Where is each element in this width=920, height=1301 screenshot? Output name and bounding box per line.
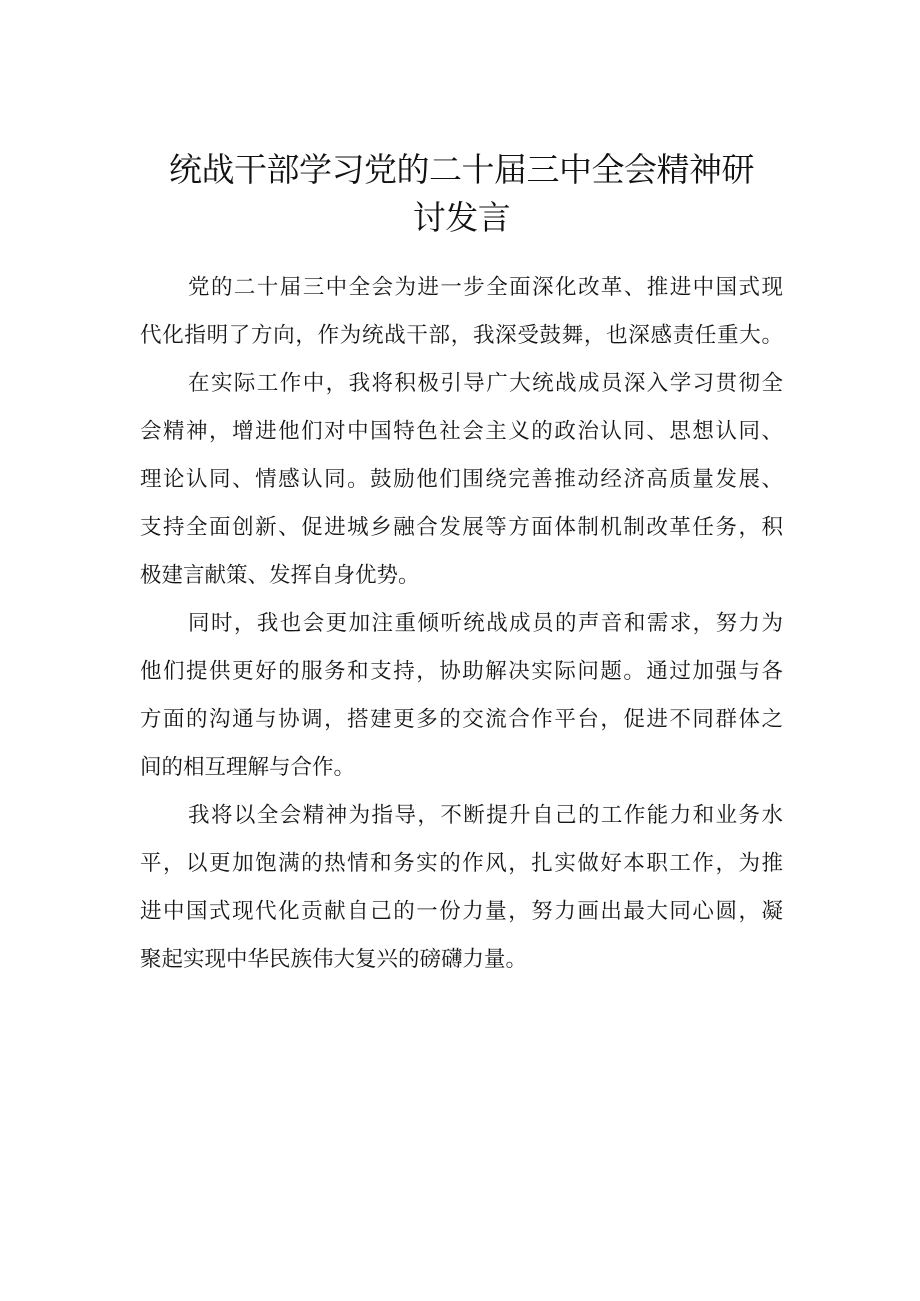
paragraph-line: 同时，我也会更加注重倾听统战成员的声音和需求，努力为: [188, 611, 783, 636]
title-line: 讨发言: [412, 198, 511, 237]
paragraph-1: [140, 264, 783, 360]
paragraph-line: 在实际工作中，我将积极引导广大统战成员深入学习贯彻全: [188, 371, 783, 396]
paragraph-line: 方面的沟通与协调，搭建更多的交流合作平台，促进不同群体之: [140, 707, 783, 732]
paragraph-2: [140, 360, 783, 600]
paragraph-line: 理论认同、情感认同。鼓励他们围绕完善推动经济高质量发展、: [140, 467, 783, 492]
paragraph-line: 聚起实现中华民族伟大复兴的磅礴力量。: [140, 947, 528, 972]
paragraph-line: 党的二十届三中全会为进一步全面深化改革、推进中国式现: [188, 275, 783, 300]
paragraph-line: 他们提供更好的服务和支持，协助解决实际问题。通过加强与各: [140, 659, 783, 684]
title-line: 统战干部学习党的二十届三中全会精神研: [169, 150, 754, 189]
paragraph-line: 支持全面创新、促进城乡融合发展等方面体制机制改革任务，积: [140, 515, 783, 540]
paragraph-line: 间的相互理解与合作。: [140, 755, 356, 780]
document-body: [140, 264, 783, 984]
paragraph-line: 代化指明了方向，作为统战干部，我深受鼓舞，也深感责任重大。: [140, 323, 783, 348]
paragraph-line: 进中国式现代化贡献自己的一份力量，努力画出最大同心圆，凝: [140, 899, 783, 924]
document-title: [140, 146, 783, 242]
paragraph-line: 会精神，增进他们对中国特色社会主义的政治认同、思想认同、: [140, 419, 783, 444]
paragraph-3: [140, 600, 783, 792]
paragraph-line: 我将以全会精神为指导，不断提升自己的工作能力和业务水: [188, 803, 783, 828]
paragraph-line: 极建言献策、发挥自身优势。: [140, 563, 420, 588]
paragraph-4: [140, 792, 783, 984]
paragraph-line: 平，以更加饱满的热情和务实的作风，扎实做好本职工作，为推: [140, 851, 783, 876]
